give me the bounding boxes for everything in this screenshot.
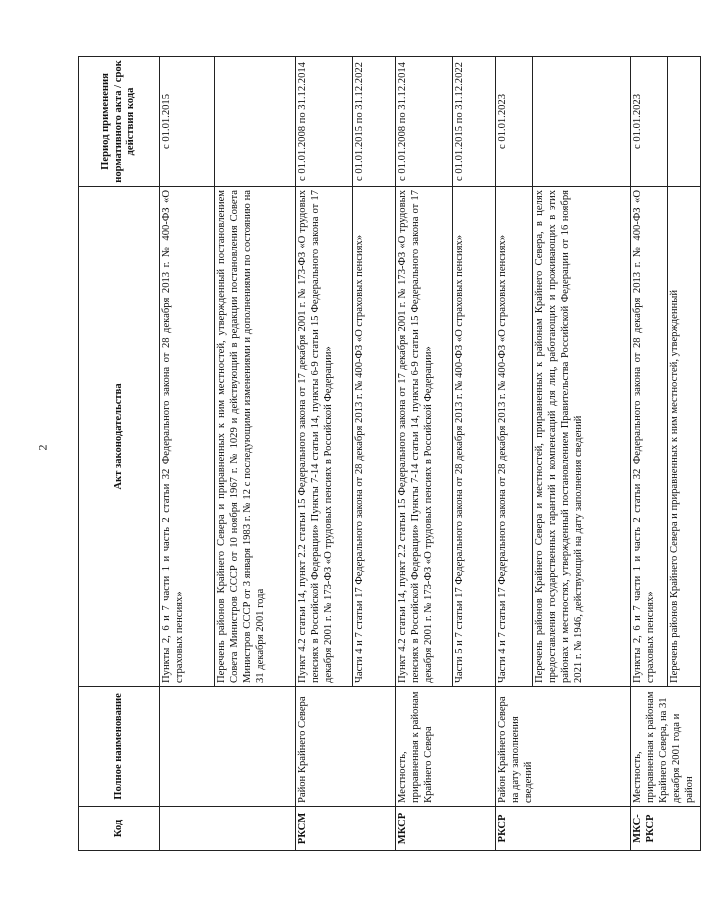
row-period: с 01.01.2023	[496, 57, 533, 187]
page-number: 2	[35, 444, 50, 451]
row-period: с 01.01.2015	[160, 57, 215, 187]
row-act: Части 4 и 7 статьи 17 Федерального закона от 28 декабря 2013 г. № 400-ФЗ «О страховых пенсиях»	[353, 187, 396, 687]
table-row	[396, 57, 453, 851]
row-period: с 01.01.2008 по 31.12.2014	[296, 57, 353, 187]
row-act: Пункт 4.2 статьи 14, пункт 2.2 статьи 15 Федерального закона от 17 декабря 2001 г. № 173-ФЗ «О трудовых пенсиях в Российской Федерации» Пункты 7-14 статьи 14, пункты 6-9 статьи 15 Федерального закона от 17 декабря 2001 г. № 173-ФЗ «О трудовых пенсиях в Российской Федерации»	[296, 187, 353, 687]
rotated-page	[78, 57, 695, 851]
header-code: Код	[79, 807, 160, 851]
row-act: Перечень районов Крайнего Севера и местностей, приравненных к районам Крайнего Севера, в целях предоставления государственных гарантий и компенсаций для лиц, работающих и проживающих в этих районах и местностях, утвержденный постановлением Правительства Российской Федерации от 16 ноября 2021 г. № 1946, действующий на дату заполнения сведений	[533, 187, 631, 687]
row-act: Части 5 и 7 статьи 17 Федерального закона от 28 декабря 2013 г. № 400-ФЗ «О страховых пенсиях»	[453, 187, 496, 687]
header-name: Полное наименование	[79, 687, 160, 807]
table-row	[496, 57, 533, 851]
row-act: Перечень районов Крайнего Севера и приравненных к ним местностей, утвержденный постановлением Совета Министров СССР от 10 ноября 1967 г. № 1029 и действующий в редакции постановления Совета Министров СССР от 3 января 1983 г. № 12 с последующими изменениями и дополнениями по состоянию на 31 декабря 2001 года	[215, 187, 296, 687]
row-name: Местность, приравненная к районам Крайнего Севера	[396, 687, 496, 807]
row-code: МКСР	[396, 807, 496, 851]
row-act: Части 4 и 7 статьи 17 Федерального закона от 28 декабря 2013 г. № 400-ФЗ «О страховых пенсиях»	[496, 187, 533, 687]
legislation-table	[78, 56, 701, 851]
row-code: МКС-РКСР	[631, 807, 701, 851]
row-act: Перечень районов Крайнего Севера и приравненных к ним местностей, утвержденный	[668, 187, 701, 687]
row-act: Пункт 4.2 статьи 14, пункт 2.2 статьи 15 Федерального закона от 17 декабря 2001 г. № 173-ФЗ «О трудовых пенсиях в Российской Федерации» Пункты 7-14 статьи 14, пункты 6-9 статьи 15 Федерального закона от 17 декабря 2001 г. № 173-ФЗ «О трудовых пенсиях в Российской Федерации»	[396, 187, 453, 687]
row-code	[160, 807, 296, 851]
row-act: Пункты 2, 6 и 7 части 1 и часть 2 статьи 32 Федерального закона от 28 декабря 2013 г. № 400-ФЗ «О страховых пенсиях»	[160, 187, 215, 687]
row-name: Район Крайнего Севера	[296, 687, 396, 807]
row-period	[533, 57, 631, 187]
row-period: с 01.01.2023	[631, 57, 668, 187]
header-row	[79, 57, 160, 851]
row-name	[160, 687, 296, 807]
row-code: РКСР	[496, 807, 631, 851]
row-period	[668, 57, 701, 187]
table-row	[631, 57, 668, 851]
row-period: с 01.01.2015 по 31.12.2022	[453, 57, 496, 187]
table-row	[296, 57, 353, 851]
table-row	[160, 57, 215, 851]
row-period: с 01.01.2008 по 31.12.2014	[396, 57, 453, 187]
row-name: Местность, приравненная к районам Крайнего Севера, на 31 декабря 2001 года и район	[631, 687, 701, 807]
row-code: РКСМ	[296, 807, 396, 851]
row-period	[215, 57, 296, 187]
header-act: Акт законодательства	[79, 187, 160, 687]
row-period: с 01.01.2015 по 31.12.2022	[353, 57, 396, 187]
header-period: Период применения нормативного акта / срок действия кода	[79, 57, 160, 187]
row-name: Район Крайнего Севера на дату заполнения сведений	[496, 687, 631, 807]
row-act: Пункты 2, 6 и 7 части 1 и часть 2 статьи 32 Федерального закона от 28 декабря 2013 г. № 400-ФЗ «О страховых пенсиях»	[631, 187, 668, 687]
